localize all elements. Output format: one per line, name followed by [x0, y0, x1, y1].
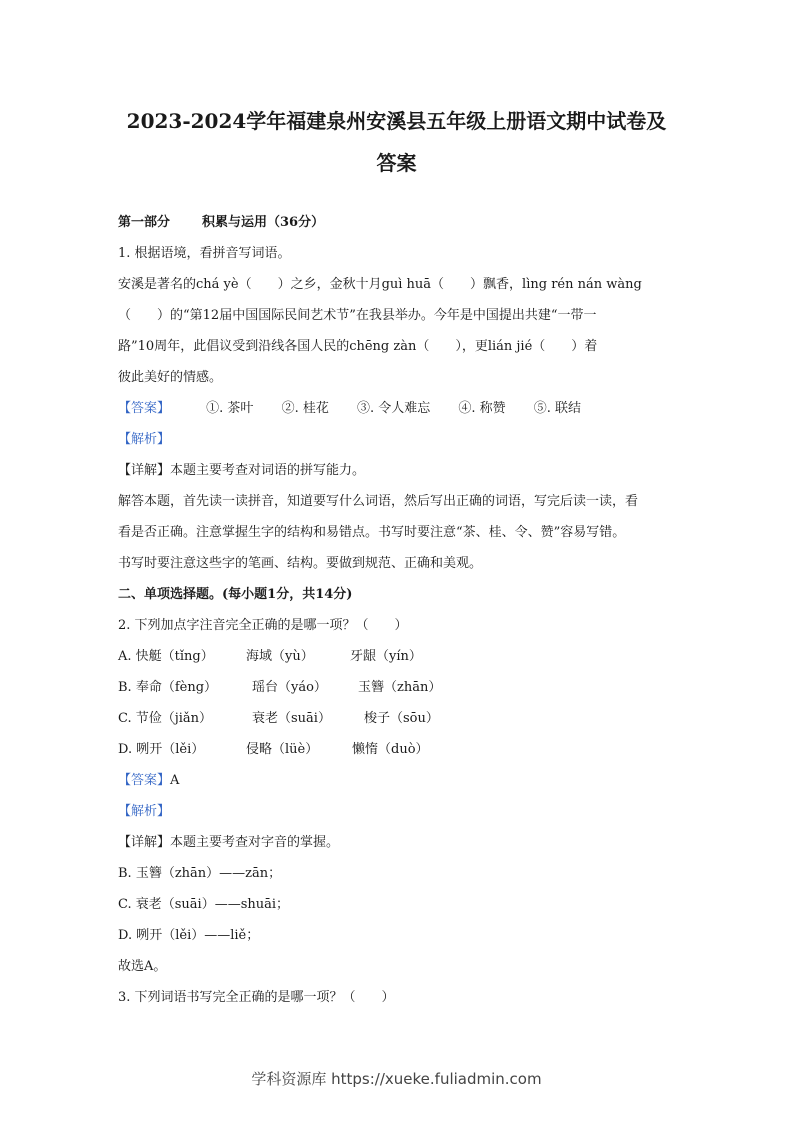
q2-correction: C. 衰老（suāi）——shuāi； — [118, 897, 290, 912]
option-word: 侵略（lüè） — [246, 742, 319, 757]
option-word: 瑶台（yáo） — [252, 680, 327, 695]
option-word: C. 节俭（jiǎn） — [118, 711, 213, 726]
answer-item: ①. 茶叶 — [206, 401, 254, 416]
q2-option-c — [118, 703, 678, 734]
answer-item: ②. 桂花 — [281, 401, 329, 416]
document-title — [100, 100, 693, 184]
part1-heading-label: 第一部分 — [118, 215, 171, 230]
q2-option-a — [118, 641, 678, 672]
q1-explain-line-2: 看是否正确。注意掌握生字的结构和易错点。书写时要注意“茶、桂、令、赞”容易写错。 — [118, 525, 626, 540]
option-word: 衰老（suāi） — [252, 711, 331, 726]
document-body — [118, 207, 678, 1013]
answer-item: ④. 称赞 — [458, 401, 506, 416]
part1-heading — [118, 207, 678, 238]
option-word: B. 奉命（fèng） — [118, 680, 218, 695]
part1-subheading: 积累与运用（36分） — [202, 215, 325, 230]
q2-correction: B. 玉簪（zhān）——zān； — [118, 866, 282, 881]
q2-option-d — [118, 734, 678, 765]
option-word: 梭子（sōu） — [364, 711, 439, 726]
section2-heading: 二、单项选择题。(每小题1分，共14分) — [118, 587, 353, 602]
detail-text: 本题主要考查对词语的拼写能力。 — [170, 463, 366, 478]
q1-answer — [118, 393, 678, 424]
q1-explain-line-3: 书写时要注意这些字的笔画、结构。要做到规范、正确和美观。 — [118, 556, 483, 571]
option-word: 牙龈（yín） — [350, 649, 422, 664]
q3-prompt: 3. 下列词语书写完全正确的是哪一项？（ ） — [118, 990, 395, 1005]
q1-text-line-3: 路”10周年，此倡议受到沿线各国人民的chēng zàn（ ），更lián jié（ ）着 — [118, 339, 598, 354]
q2-correction: D. 咧开（lěi）——liě； — [118, 928, 260, 943]
title-line-1: 2023-2024学年福建泉州安溪县五年级上册语文期中试卷及 — [126, 109, 667, 133]
q2-answer — [118, 765, 678, 796]
analysis-label: 【解析】 — [118, 804, 171, 819]
answer-label: 【答案】 — [118, 773, 171, 788]
option-word: 玉簪（zhān） — [358, 680, 442, 695]
option-word: A. 快艇（tǐng） — [118, 649, 214, 664]
answer-item: ⑤. 联结 — [533, 401, 582, 416]
answer-label: 【答案】 — [118, 401, 171, 416]
title-line-2: 答案 — [376, 151, 417, 175]
q1-prompt: 1. 根据语境，看拼音写词语。 — [118, 246, 291, 261]
detail-text: 本题主要考查对字音的掌握。 — [170, 835, 340, 850]
q2-option-b — [118, 672, 678, 703]
q1-text-line-1: 安溪是著名的chá yè（ ）之乡，金秋十月guì huā（ ）飘香，lìng rén nán wàng — [118, 277, 642, 292]
q2-detail — [118, 827, 678, 858]
analysis-label: 【解析】 — [118, 432, 171, 447]
answer-value: A — [170, 773, 180, 788]
q2-prompt: 2. 下列加点字注音完全正确的是哪一项？（ ） — [118, 618, 408, 633]
q1-detail — [118, 455, 678, 486]
q2-conclusion: 故选A。 — [118, 959, 167, 974]
option-word: D. 咧开（lěi） — [118, 742, 205, 757]
q1-explain-line-1: 解答本题，首先读一读拼音，知道要写什么词语，然后写出正确的词语，写完后读一读，看 — [118, 494, 639, 509]
q1-text-line-4: 彼此美好的情感。 — [118, 370, 223, 385]
detail-label: 【详解】 — [118, 835, 171, 850]
detail-label: 【详解】 — [118, 463, 171, 478]
option-word: 懒惰（duò） — [352, 742, 429, 757]
page-footer: 学科资源库 https://xueke.fuliadmin.com — [251, 1070, 542, 1088]
answer-item: ③. 令人难忘 — [356, 401, 431, 416]
q1-text-line-2: （ ）的“第12届中国国际民间艺术节”在我县举办。今年是中国提出共建“一带一 — [118, 308, 597, 323]
option-word: 海域（yù） — [246, 649, 314, 664]
